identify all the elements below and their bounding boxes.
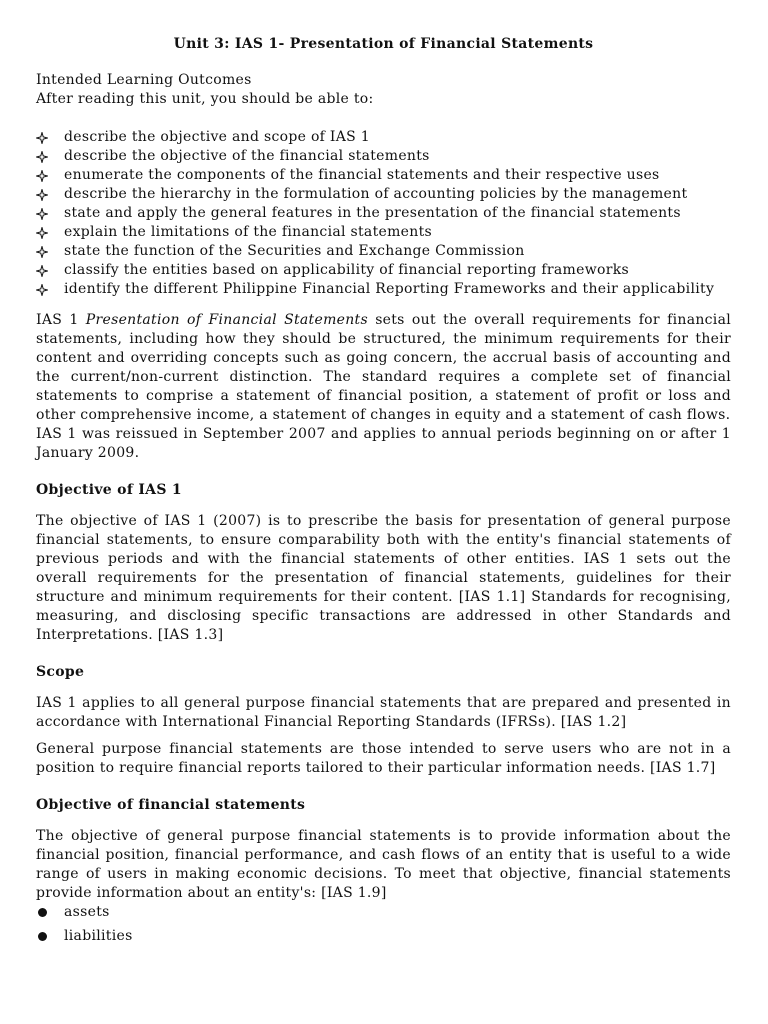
intro-lead: After reading this unit, you should be able to: <box>36 91 374 107</box>
star-bullet-icon <box>36 227 64 239</box>
scope-paragraph-2: General purpose financial statements are those intended to serve users who are not in a position to require financial reports tailored to their particular information needs. [IAS 1.7] <box>36 741 731 776</box>
star-bullet-icon <box>36 265 64 277</box>
section-heading-scope: Scope <box>36 664 85 680</box>
list-item <box>36 927 731 946</box>
list-item-text: liabilities <box>64 928 133 944</box>
outcome-text: enumerate the components of the financial statements and their respective uses <box>64 167 660 183</box>
outcome-item <box>36 223 731 242</box>
section-heading-objective-fs: Objective of financial statements <box>36 797 306 813</box>
outcome-text: classify the entities based on applicability of financial reporting frameworks <box>64 262 629 278</box>
standard-title: Presentation of Financial Statements <box>85 312 368 328</box>
overview-body: sets out the overall requirements for financial statements, including how they should be structured, the minimum requirements for their content and overriding concepts such as going concern, the accrual basis of accounting and the current/non-current distinction. The standard requires a complete set of financial statements to comprise a statement of financial position, a statement of profit or loss and other comprehensive income, a statement of changes in equity and a statement of cash flows. <box>36 312 732 423</box>
outcome-text: state and apply the general features in the presentation of the financial statements <box>64 205 681 221</box>
list-item <box>36 903 731 922</box>
objective-fs-paragraph: The objective of general purpose financial statements is to provide information about the financial position, financial performance, and cash flows of an entity that is useful to a wide range of users in making economic decisions. To meet that objective, financial statements provide information about an entity's: [IAS 1.9] <box>36 828 731 901</box>
objective-ias1-paragraph: The objective of IAS 1 (2007) is to prescribe the basis for presentation of general purpose financial statements, to ensure comparability both with the entity's financial statements of previous periods and with the financial statements of other entities. IAS 1 sets out the overall requirements for the presentation of financial statements, guidelines for their structure and minimum requirements for their content. [IAS 1.1] Standards for recognising, measuring, and disclosing specific transactions are addressed in other Standards and Interpretations. [IAS 1.3] <box>36 513 731 643</box>
outcome-item <box>36 147 731 166</box>
section-heading-objective-ias1: Objective of IAS 1 <box>36 482 182 498</box>
outcome-text: describe the hierarchy in the formulation of accounting policies by the management <box>64 186 688 202</box>
outcome-item <box>36 242 731 261</box>
bullet-icon <box>36 932 64 941</box>
overview-prefix: IAS 1 <box>36 312 86 328</box>
outcome-text: describe the objective of the financial statements <box>64 148 430 164</box>
outcome-item <box>36 280 731 299</box>
bullet-icon <box>36 908 64 917</box>
star-bullet-icon <box>36 246 64 258</box>
outcome-text: describe the objective and scope of IAS 1 <box>64 129 370 145</box>
outcome-item <box>36 128 731 147</box>
star-bullet-icon <box>36 132 64 144</box>
star-bullet-icon <box>36 170 64 182</box>
fs-info-list <box>36 903 731 946</box>
intro-heading: Intended Learning Outcomes <box>36 72 252 88</box>
outcome-text: state the function of the Securities and Exchange Commission <box>64 243 525 259</box>
outcome-item <box>36 261 731 280</box>
reissue-paragraph: IAS 1 was reissued in September 2007 and applies to annual periods beginning on or after 1 January 2009. <box>36 426 731 461</box>
page-title: Unit 3: IAS 1- Presentation of Financial Statements <box>173 36 594 52</box>
outcome-item <box>36 185 731 204</box>
scope-paragraph-1: IAS 1 applies to all general purpose financial statements that are prepared and presented in accordance with International Financial Reporting Standards (IFRSs). [IAS 1.2] <box>36 695 731 730</box>
star-bullet-icon <box>36 284 64 296</box>
overview-paragraph <box>36 311 731 425</box>
star-bullet-icon <box>36 189 64 201</box>
star-bullet-icon <box>36 208 64 220</box>
outcome-item <box>36 166 731 185</box>
star-bullet-icon <box>36 151 64 163</box>
outcome-text: identify the different Philippine Financial Reporting Frameworks and their applicability <box>64 281 715 297</box>
list-item-text: assets <box>64 904 110 920</box>
learning-outcomes-list <box>36 128 731 299</box>
outcome-item <box>36 204 731 223</box>
outcome-text: explain the limitations of the financial statements <box>64 224 432 240</box>
